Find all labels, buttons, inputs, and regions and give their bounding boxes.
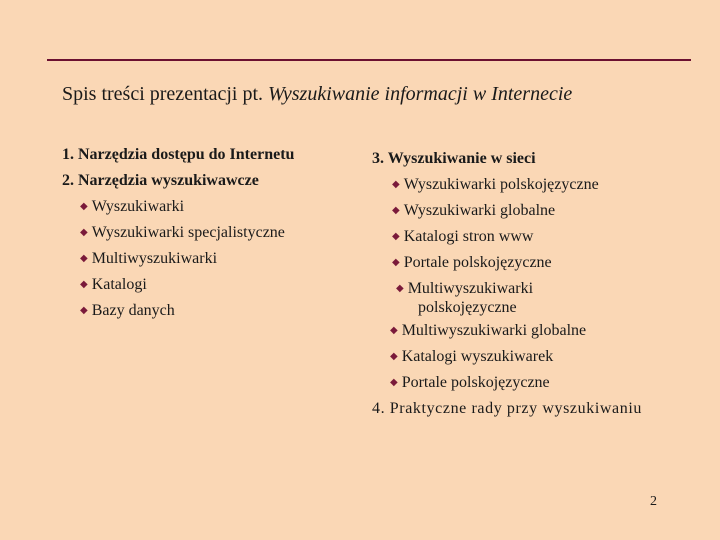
title-prefix: Spis treści prezentacji pt. bbox=[62, 83, 269, 105]
toc-subitem: ◆ Wyszukiwarki bbox=[80, 198, 185, 215]
diamond-bullet-icon: ◆ bbox=[390, 325, 398, 336]
diamond-bullet-icon: ◆ bbox=[80, 253, 88, 264]
diamond-bullet-icon: ◆ bbox=[392, 231, 400, 242]
title-italic: Wyszukiwanie informacji w Internecie bbox=[268, 83, 573, 105]
right-toc-column bbox=[372, 146, 642, 422]
diamond-bullet-icon: ◆ bbox=[80, 227, 88, 238]
toc-item-4: 4. Praktyczne rady przy wyszukiwaniu bbox=[372, 400, 642, 417]
diamond-bullet-icon: ◆ bbox=[392, 179, 400, 190]
toc-subitem: ◆ Katalogi bbox=[80, 276, 147, 293]
diamond-bullet-icon: ◆ bbox=[392, 257, 400, 268]
diamond-bullet-icon: ◆ bbox=[392, 205, 400, 216]
slide-title bbox=[62, 83, 682, 106]
toc-subitem: ◆ Bazy danych bbox=[80, 302, 175, 319]
diamond-bullet-icon: ◆ bbox=[80, 305, 88, 316]
toc-item-2: 2. Narzędzia wyszukiwawcze bbox=[62, 172, 259, 189]
toc-subitem: ◆ Multiwyszukiwarki bbox=[396, 280, 534, 297]
toc-subitem: ◆ Wyszukiwarki specjalistyczne bbox=[80, 224, 285, 241]
toc-subitem: ◆ Portale polskojęzyczne bbox=[392, 254, 552, 271]
toc-item-3: 3. Wyszukiwanie w sieci bbox=[372, 150, 536, 167]
title-divider bbox=[47, 59, 691, 61]
toc-subitem: ◆ Katalogi wyszukiwarek bbox=[390, 348, 554, 365]
toc-subitem: ◆ Wyszukiwarki polskojęzyczne bbox=[392, 176, 599, 193]
toc-subitem: ◆ Multiwyszukiwarki globalne bbox=[390, 322, 587, 339]
left-toc-column bbox=[62, 142, 294, 324]
diamond-bullet-icon: ◆ bbox=[80, 279, 88, 290]
toc-subitem: ◆ Multiwyszukiwarki bbox=[80, 250, 218, 267]
diamond-bullet-icon: ◆ bbox=[390, 351, 398, 362]
toc-subitem: ◆ Katalogi stron www bbox=[392, 228, 534, 245]
diamond-bullet-icon: ◆ bbox=[390, 377, 398, 388]
diamond-bullet-icon: ◆ bbox=[80, 201, 88, 212]
toc-subitem: ◆ Portale polskojęzyczne bbox=[390, 374, 550, 391]
toc-item-1: 1. Narzędzia dostępu do Internetu bbox=[62, 146, 295, 163]
diamond-bullet-icon: ◆ bbox=[396, 283, 404, 294]
page-number: 2 bbox=[650, 494, 657, 509]
toc-subitem: ◆ Wyszukiwarki globalne bbox=[392, 202, 556, 219]
toc-subitem-continuation: polskojęzyczne bbox=[418, 299, 517, 316]
